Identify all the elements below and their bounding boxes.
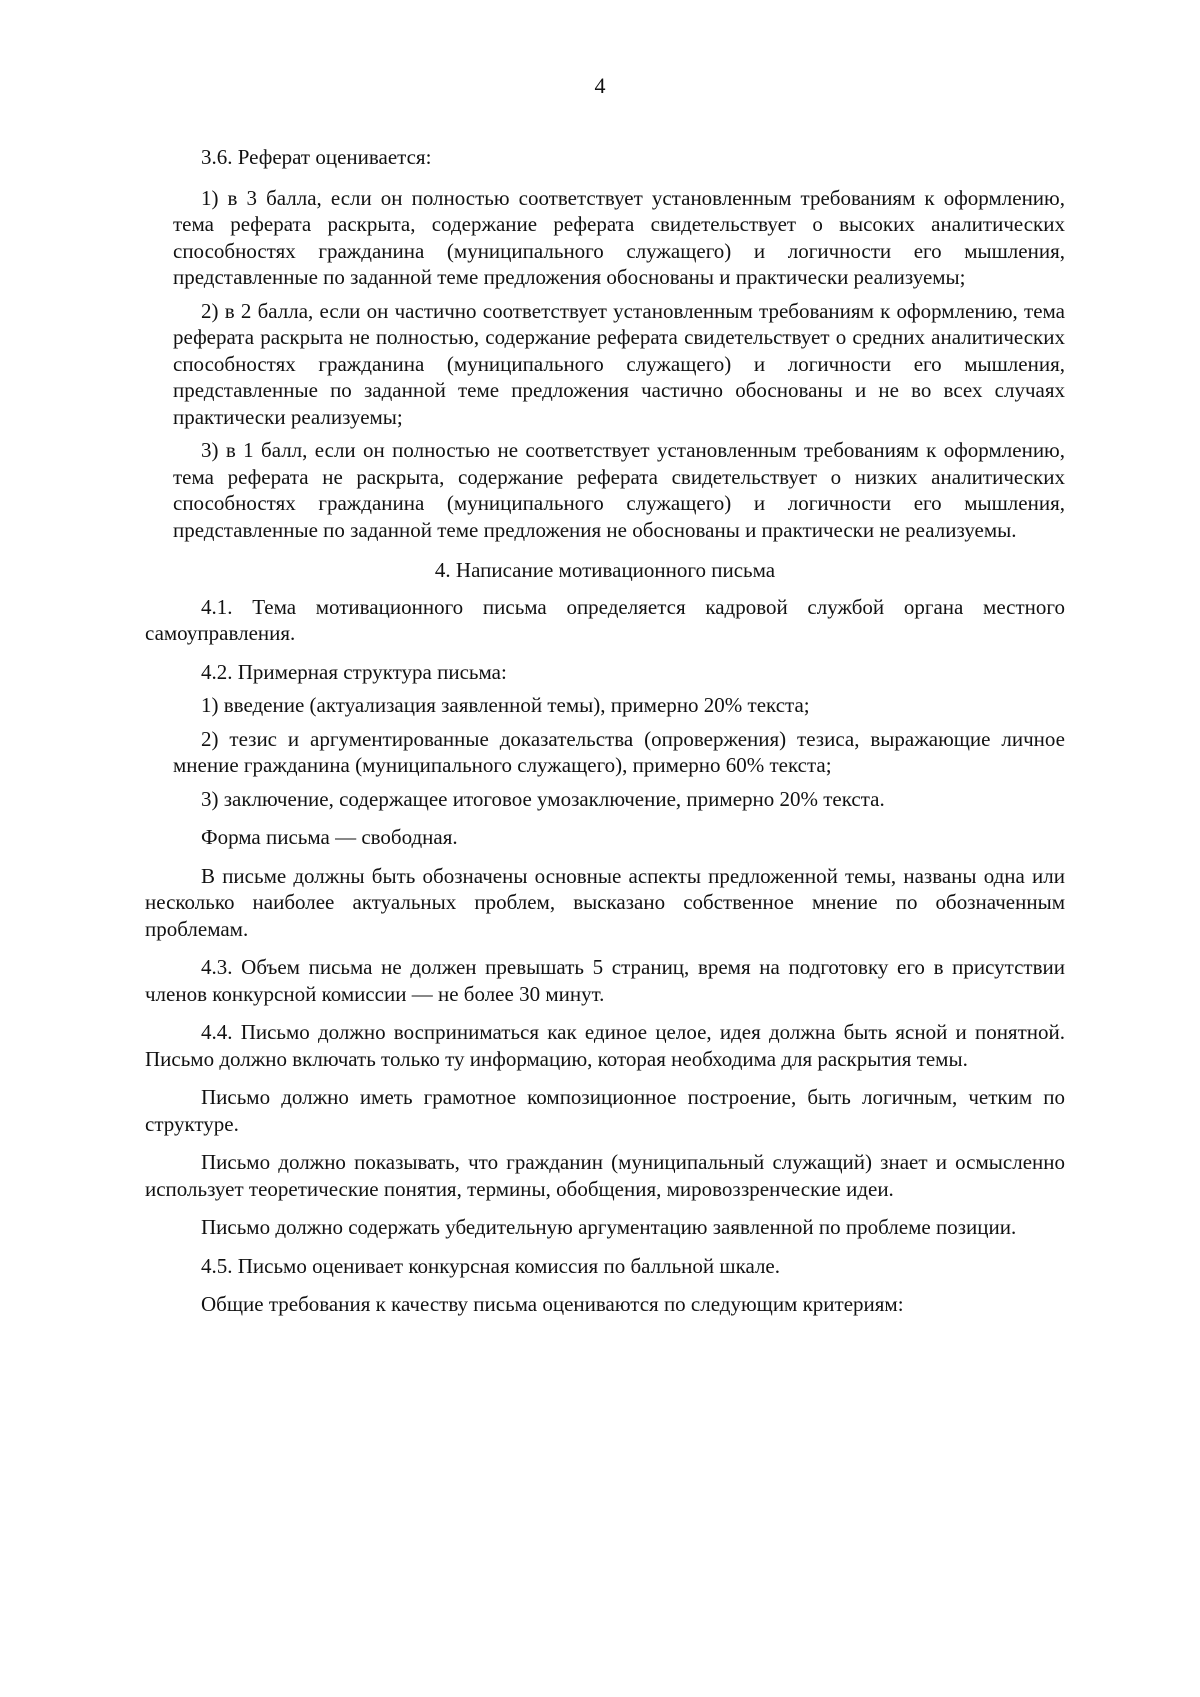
- paragraph-4-1: 4.1. Тема мотивационного письма определяется кадровой службой органа местного самоуправления.: [145, 594, 1065, 645]
- paragraph-4-4: 4.4. Письмо должно восприниматься как единое целое, идея должна быть ясной и понятной. Письмо должно включать только ту информацию, которая необходима для раскрытия темы.: [145, 1020, 1065, 1071]
- page-number: 4: [594, 73, 606, 98]
- paragraph-4-3: 4.3. Объем письма не должен превышать 5 страниц, время на подготовку его в присутствии членов конкурсной комиссии — не более 30 минут.: [145, 955, 1065, 1006]
- paragraph-knowledge: Письмо должно показывать, что гражданин (муниципальный служащий) знает и осмысленно использует теоретические понятия, термины, обобщения, мировоззренческие идеи.: [145, 1150, 1065, 1201]
- structure-item-3: 3) заключение, содержащее итоговое умозаключение, примерно 20% текста.: [201, 786, 885, 811]
- list-item-3-points: 1) в 3 балла, если он полностью соответствует установленным требованиям к оформлению, тема реферата раскрыта, содержание реферата свидетельствует о высоких аналитических способностях гражданина (муниципального служащего) и логичности его мышления, представленные по заданной теме предложения обоснованы и практически реализуемы;: [173, 185, 1065, 289]
- structure-item-1: 1) введение (актуализация заявленной темы), примерно 20% текста;: [201, 693, 810, 717]
- paragraph-argumentation: Письмо должно содержать убедительную аргументацию заявленной по проблеме позиции.: [201, 1215, 1017, 1239]
- structure-item-2: 2) тезис и аргументированные доказательства (опровержения) тезиса, выражающие личное мнение гражданина (муниципального служащего), примерно 60% текста;: [173, 726, 1065, 777]
- section-heading-4: 4. Написание мотивационного письма: [434, 558, 776, 582]
- paragraph-criteria: Общие требования к качеству письма оцениваются по следующим критериям:: [201, 1292, 904, 1316]
- paragraph-4-2: 4.2. Примерная структура письма:: [201, 659, 507, 684]
- paragraph-aspects: В письме должны быть обозначены основные аспекты предложенной темы, названы одна или несколько наиболее актуальных проблем, высказано собственное мнение по обозначенным проблемам.: [145, 863, 1065, 941]
- list-item-1-point: 3) в 1 балл, если он полностью не соответствует установленным требованиям к оформлению, тема реферата не раскрыта, содержание реферата свидетельствует о низких аналитических способностях гражданина (муниципального служащего) и логичности его мышления, представленные по заданной теме предложения не обоснованы и практически не реализуемы.: [173, 438, 1065, 542]
- list-item-2-points: 2) в 2 балла, если он частично соответствует установленным требованиям к оформлению, тема реферата раскрыта не полностью, содержание реферата свидетельствует о средних аналитических способностях гражданина (муниципального служащего) и логичности его мышления, представленные по заданной теме предложения частично обоснованы и не во всех случаях практически реализуемы;: [173, 298, 1065, 429]
- paragraph-composition: Письмо должно иметь грамотное композиционное построение, быть логичным, четким по структуре.: [145, 1085, 1065, 1136]
- document-body: [145, 144, 1065, 1325]
- paragraph-3-6: 3.6. Реферат оценивается:: [201, 145, 432, 169]
- paragraph-form: Форма письма — свободная.: [201, 825, 458, 849]
- paragraph-4-5: 4.5. Письмо оценивает конкурсная комиссия по балльной шкале.: [201, 1253, 781, 1278]
